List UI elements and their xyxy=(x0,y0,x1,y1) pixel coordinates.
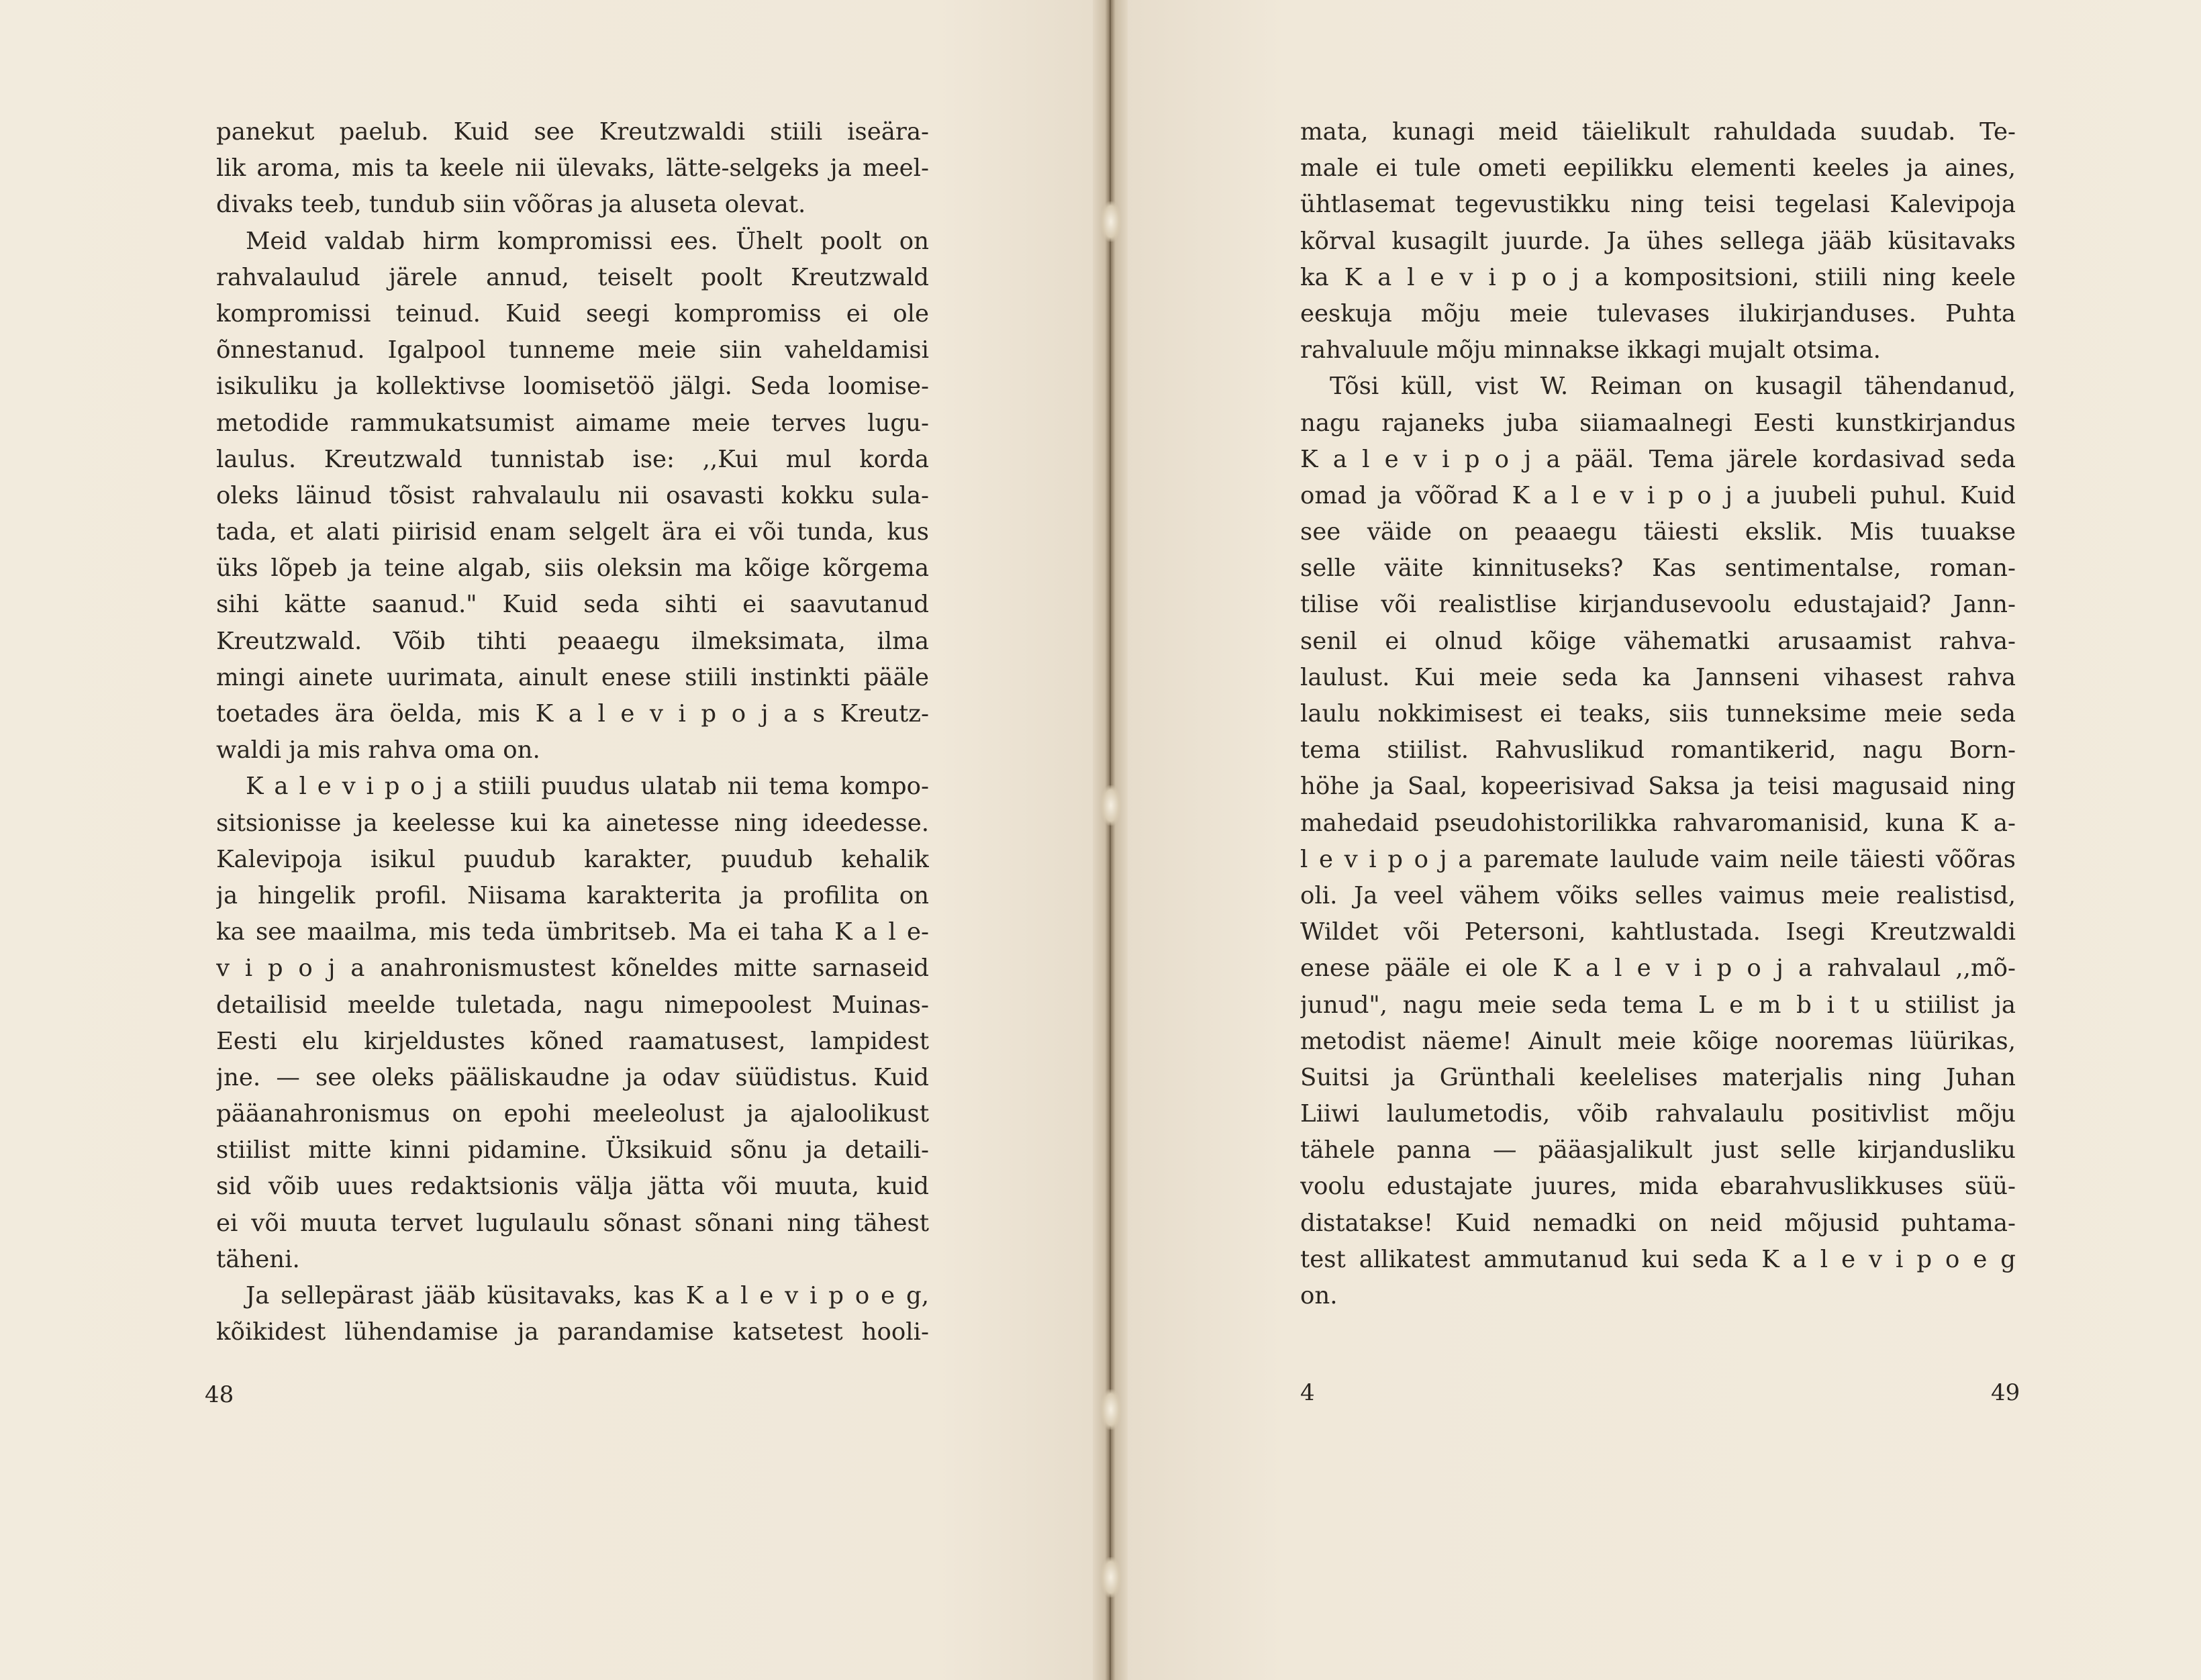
text-line: Tõsi küll, vist W. Reiman on kusagil tähendanud, xyxy=(1330,373,2016,401)
text-line: jne. — see oleks pääliskaudne ja odav süüdistus. Kuid xyxy=(216,1063,929,1091)
text-line: K a l e v i p o j a stiili puudus ulatab nii tema kompo- xyxy=(246,773,929,801)
text-line: kompromissi teinud. Kuid seegi kompromiss ei ole xyxy=(216,299,929,328)
text-line: rahvaluule mõju minnakse ikkagi mujalt otsima. xyxy=(1300,336,1881,364)
text-line: divaks teeb, tundub siin võõras ja aluseta olevat. xyxy=(216,191,806,219)
binding-stitch xyxy=(1101,201,1121,242)
text-line: detailisid meelde tuletada, nagu nimepoolest Muinas- xyxy=(216,991,929,1019)
text-line: üks lõpeb ja teine algab, siis oleksin ma kõige kõrgema xyxy=(216,554,929,583)
text-line: täheni. xyxy=(216,1245,300,1273)
text-line: pääanahronismus on epohi meeleolust ja ajaloolikust xyxy=(216,1100,929,1128)
text-line: Wildet või Petersoni, kahtlustada. Isegi Kreutzwaldi xyxy=(1300,918,2016,946)
text-line: v i p o j a anahronismustest kõneldes mitte sarnaseid xyxy=(216,954,929,983)
text-line: tema stiilist. Rahvuslikud romantikerid, nagu Born- xyxy=(1300,736,2016,764)
text-line: nagu rajaneks juba siiamaalnegi Eesti kunstkirjandus xyxy=(1300,409,2016,437)
text-line: senil ei olnud kõige vähematki arusaamist rahva- xyxy=(1300,627,2016,655)
text-line: laulu nokkimisest ei teaks, siis tunneksime meie seda xyxy=(1300,700,2016,728)
text-line: mingi ainete uurimata, ainult enese stiili instinkti pääle xyxy=(216,663,929,691)
text-line: Meid valdab hirm kompromissi ees. Ühelt poolt on xyxy=(246,227,929,255)
text-line: Kalevipoja isikul puudub karakter, puudub kehalik xyxy=(216,845,929,873)
text-line: K a l e v i p o j a pääl. Tema järele kordasivad seda xyxy=(1300,445,2016,473)
text-line: ühtlasemat tegevustikku ning teisi tegelasi Kalevipoja xyxy=(1300,191,2016,219)
text-line: kõrval kusagilt juurde. Ja ühes sellega jääb küsitavaks xyxy=(1300,227,2016,255)
text-line: eeskuja mõju meie tulevases ilukirjanduses. Puhta xyxy=(1300,299,2016,328)
text-line: Kreutzwald. Võib tihti peaaegu ilmeksimata, ilma xyxy=(216,627,929,655)
text-line: oleks läinud tõsist rahvalaulu nii osavasti kokku sula- xyxy=(216,481,929,509)
text-line: laulust. Kui meie seda ka Jannseni vihasest rahva xyxy=(1300,663,2016,691)
right-page-text xyxy=(1300,114,2016,1314)
right-page-number: 49 xyxy=(1991,1379,2020,1406)
text-line: distatakse! Kuid nemadki on neid mõjusid puhtama- xyxy=(1300,1209,2016,1237)
text-line: isikuliku ja kollektivse loomisetöö jälgi. Seda loomise- xyxy=(216,373,929,401)
text-line: sitsionisse ja keelesse kui ka ainetesse ning ideedesse. xyxy=(216,809,929,837)
binding-stitch xyxy=(1101,1389,1121,1430)
text-line: oli. Ja veel vähem võiks selles vaimus meie realistisd, xyxy=(1300,881,2016,909)
text-line: metodide rammukatsumist aimame meie terves lugu- xyxy=(216,409,929,437)
text-line: selle väite kinnituseks? Kas sentimentalse, roman- xyxy=(1300,554,2016,583)
text-line: Ja sellepärast jääb küsitavaks, kas K a l e v i p o e g, xyxy=(246,1282,929,1310)
text-line: ka K a l e v i p o j a kompositsioni, stiili ning keele xyxy=(1300,263,2016,291)
text-line: see väide on peaaegu täiesti ekslik. Mis tuuakse xyxy=(1300,518,2016,546)
left-page-text xyxy=(216,114,929,1350)
text-line: tähele panna — pääasjalikult just selle kirjandusliku xyxy=(1300,1136,2016,1165)
text-line: omad ja võõrad K a l e v i p o j a juubeli puhul. Kuid xyxy=(1300,481,2016,509)
text-line: lik aroma, mis ta keele nii ülevaks, lätte-selgeks ja meel- xyxy=(216,154,929,183)
text-line: höhe ja Saal, kopeerisivad Saksa ja teisi magusaid ning xyxy=(1300,773,2016,801)
text-line: tilise või realistlise kirjandusevoolu edustajaid? Jann- xyxy=(1300,591,2016,619)
text-line: Liiwi laulumetodis, võib rahvalaulu positivlist mõju xyxy=(1300,1100,2016,1128)
text-line: metodist näeme! Ainult meie kõige nooremas lüürikas, xyxy=(1300,1027,2016,1055)
text-line: mahedaid pseudohistorilikka rahvaromanisid, kuna K a- xyxy=(1300,809,2016,837)
binding-stitch xyxy=(1101,1557,1121,1597)
text-line: enese pääle ei ole K a l e v i p o j a rahvalaul ,,mõ- xyxy=(1300,954,2016,983)
text-line: tada, et alati piirisid enam selgelt ära ei või tunda, kus xyxy=(216,518,929,546)
text-line: õnnestanud. Igalpool tunneme meie siin vaheldamisi xyxy=(216,336,929,364)
text-line: rahvalaulud järele annud, teiselt poolt Kreutzwald xyxy=(216,263,929,291)
text-line: test allikatest ammutanud kui seda K a l e v i p o e g xyxy=(1300,1245,2016,1273)
text-line: ei või muuta tervet lugulaulu sõnast sõnani ning tähest xyxy=(216,1209,929,1237)
text-line: voolu edustajate juures, mida ebarahvuslikkuses süü- xyxy=(1300,1173,2016,1201)
text-line: waldi ja mis rahva oma on. xyxy=(216,736,540,764)
left-page-number: 48 xyxy=(205,1381,234,1408)
text-line: laulus. Kreutzwald tunnistab ise: ,,Kui mul korda xyxy=(216,445,929,473)
text-line: Eesti elu kirjeldustes kõned raamatusest, lampidest xyxy=(216,1027,929,1055)
text-line: ka see maailma, mis teda ümbritseb. Ma ei taha K a l e- xyxy=(216,918,929,946)
text-line: male ei tule ometi eepilikku elementi keeles ja aines, xyxy=(1300,154,2016,183)
text-line: junud", nagu meie seda tema L e m b i t u stiilist ja xyxy=(1300,991,2016,1019)
text-line: sihi kätte saanud." Kuid seda sihti ei saavutanud xyxy=(216,591,929,619)
text-line: Suitsi ja Grünthali keelelises materjalis ning Juhan xyxy=(1300,1063,2016,1091)
text-line: l e v i p o j a paremate laulude vaim neile täiesti võõras xyxy=(1300,845,2016,873)
binding-stitch xyxy=(1101,785,1121,826)
text-line: ja hingelik profil. Niisama karakterita ja profilita on xyxy=(216,881,929,909)
text-line: stiilist mitte kinni pidamine. Üksikuid sõnu ja detaili- xyxy=(216,1136,929,1165)
text-line: kõikidest lühendamise ja parandamise katsetest hooli- xyxy=(216,1318,929,1346)
text-line: mata, kunagi meid täielikult rahuldada suudab. Te- xyxy=(1300,118,2016,146)
signature-mark: 4 xyxy=(1300,1379,1315,1406)
text-line: on. xyxy=(1300,1282,1338,1310)
text-line: panekut paelub. Kuid see Kreutzwaldi stiili iseära- xyxy=(216,118,929,146)
text-line: sid võib uues redaktsionis välja jätta või muuta, kuid xyxy=(216,1173,929,1201)
text-line: toetades ära öelda, mis K a l e v i p o j a s Kreutz- xyxy=(216,700,929,728)
